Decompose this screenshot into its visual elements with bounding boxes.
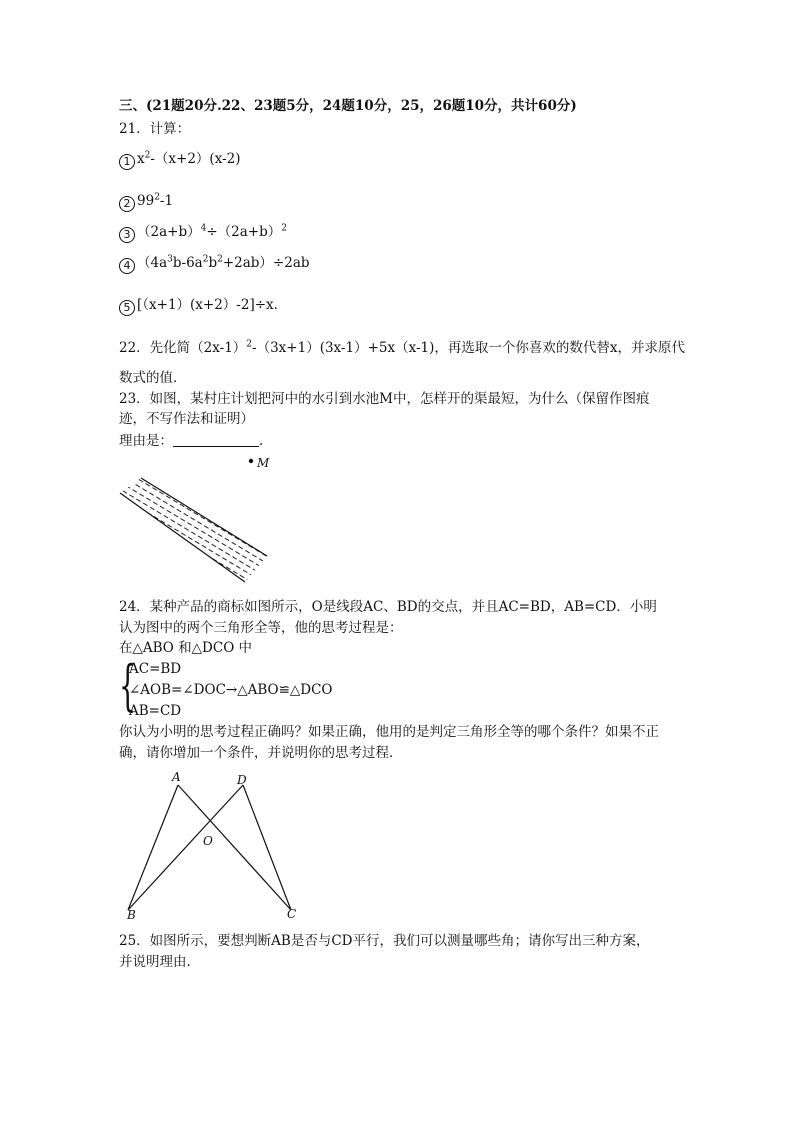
q22-line-2: 数式的值． bbox=[119, 370, 187, 386]
q25-line-2: 并说明理由． bbox=[119, 954, 200, 970]
q22-line-1: 22．先化简$(2x-1)^2-(3x+1)(3x-1)+5x(x-1)$，再选取一个你喜欢的数代替x，并求原代 bbox=[119, 339, 685, 356]
section-header: 三、(21题20分.22、23题5分，24题10分，25，26题10分，共计60分) bbox=[119, 98, 577, 114]
system-brace: { bbox=[119, 654, 137, 717]
q24-line-3: 在△ABO 和△DCO 中 bbox=[119, 640, 253, 656]
system-line-3: AB=CD bbox=[129, 703, 182, 719]
label-m: M bbox=[257, 456, 270, 470]
circled-number: 2 bbox=[119, 196, 135, 212]
q24-line-2: 认为图中的两个三角形全等，他的思考过程是： bbox=[119, 620, 403, 636]
label-c: C bbox=[287, 907, 297, 921]
q23-line-1: 23．如图，某村庄计划把河中的水引到水池M中，怎样开的渠最短，为什么（保留作图痕 bbox=[119, 391, 650, 407]
circled-number: 3 bbox=[119, 227, 135, 243]
q23-line-3: 理由是： ． bbox=[119, 433, 273, 449]
label-o: O bbox=[203, 834, 213, 848]
q25-line-1: 25．如图所示，要想判断AB是否与CD平行，我们可以测量哪些角；请你写出三种方案， bbox=[119, 933, 650, 949]
circled-number: 5 bbox=[119, 300, 135, 316]
q23-line-2: 迹，不写作法和证明） bbox=[119, 411, 254, 427]
q21-item-4: 4 $(4a^3b-6a^2b^2+2ab)\div 2ab$ bbox=[119, 254, 310, 274]
segment-ab bbox=[128, 785, 178, 910]
system-line-2: ∠AOB=∠DOC→△ABO≌△DCO bbox=[129, 682, 333, 698]
segment-db bbox=[128, 785, 243, 910]
q21-title: 21．计算： bbox=[119, 121, 191, 137]
q21-item-2: 2 $99^2-1$ bbox=[119, 192, 173, 212]
circled-number: 1 bbox=[119, 154, 135, 170]
label-d: D bbox=[237, 773, 247, 787]
label-a: A bbox=[172, 770, 181, 784]
q21-item-5: 5 [（x+1）(x+2）-2]÷x． bbox=[119, 296, 287, 316]
q24-line-4: 你认为小明的思考过程正确吗？如果正确，他用的是判定三角形全等的哪个条件？如果不正 bbox=[119, 724, 659, 740]
q21-item-1: 1 $x^2-(x+2)(x-2)$ bbox=[119, 150, 241, 170]
segment-ac bbox=[178, 785, 291, 910]
segment-dc bbox=[243, 785, 291, 910]
q21-item-3: 3 $(2a+b)^4\div(2a+b)^2$ bbox=[119, 223, 287, 243]
system-line-1: AC=BD bbox=[129, 661, 182, 677]
q24-line-1: 24．某种产品的商标如图所示，O是线段AC、BD的交点，并且AC=BD，AB=CD．小明 bbox=[119, 599, 657, 615]
point-m bbox=[249, 459, 253, 463]
q24-line-5: 确，请你增加一个条件，并说明你的思考过程． bbox=[119, 745, 403, 761]
label-b: B bbox=[127, 908, 136, 922]
circled-number: 4 bbox=[119, 258, 135, 274]
